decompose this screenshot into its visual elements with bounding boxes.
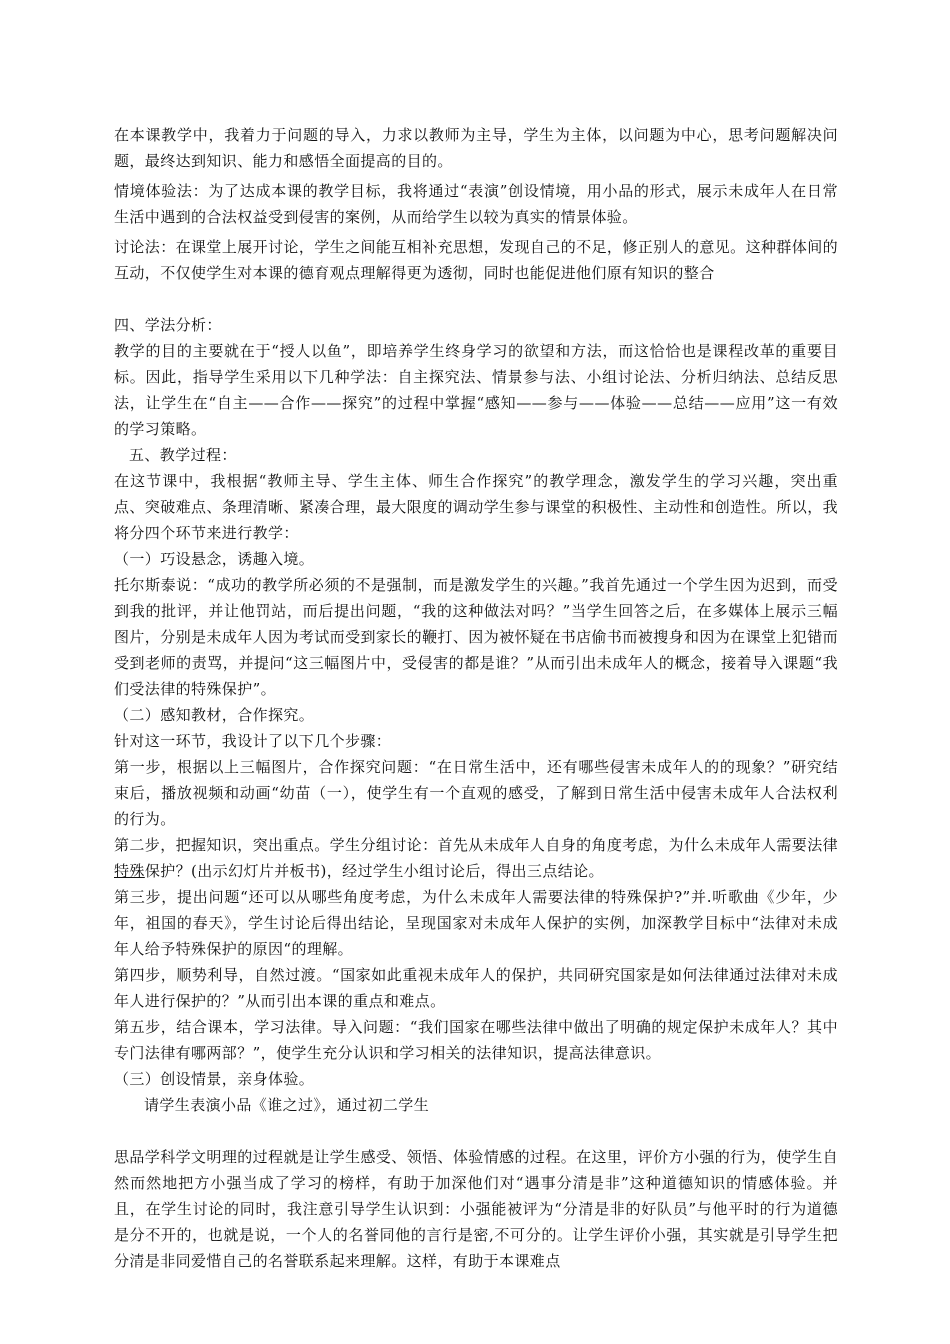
heading-teaching-process: 五、教学过程： — [129, 446, 237, 464]
document-page — [114, 122, 838, 1274]
paragraph-step-one: 第一步，根据以上三幅图片，合作探究问题：“在日常生活中，还有哪些侵害未成年人的的现象？”研究结束后，播放视频和动画“幼苗（一），使学生有一个直观的感受，了解到日常生活中侵害未成年人合法权利的行为。 — [114, 758, 838, 828]
spacer — [114, 286, 838, 312]
paragraph-step-three: 第三步，提出问题“还可以从哪些角度考虑，为什么未成年人需要法律的特殊保护?”并.听歌曲《少年，少年，祖国的春天》，学生讨论后得出结论，呈现国家对未成年人保护的实例，加深教学目标中“法律对未成年人给予特殊保护的原因“的理解。 — [114, 888, 838, 958]
section-three-heading: （三）创设情景，亲身体验。 — [114, 1070, 315, 1088]
paragraph-skit: 请学生表演小品《谁之过》，通过初二学生 — [144, 1096, 430, 1114]
section-two-heading: （二）感知教材，合作探究。 — [114, 706, 315, 724]
paragraph-step-four: 第四步，顺势利导，自然过渡。“国家如此重视未成年人的保护，共同研究国家是如何法律通过法律对未成年人进行保护的？”从而引出本课的重点和难点。 — [114, 966, 838, 1010]
paragraph-step-two — [114, 832, 838, 884]
paragraph-discussion-method: 讨论法：在课堂上展开讨论，学生之间能互相补充思想，发现自己的不足，修正别人的意见。这种群体间的互动，不仅使学生对本课的德育观点理解得更为透彻，同时也能促进他们原有知识的整合 — [114, 238, 838, 282]
heading-learning-analysis: 四、学法分析： — [114, 316, 222, 334]
paragraph-teaching-process: 在这节课中，我根据“教师主导、学生主体、师生合作探究”的教学理念，激发学生的学习兴趣，突出重点、突破难点、条理清晰、紧凑合理，最大限度的调动学生参与课堂的积极性、主动性和创造性。所以，我将分四个环节来进行教学： — [114, 472, 838, 542]
paragraph-steps-intro: 针对这一环节，我设计了以下几个步骤： — [114, 732, 392, 750]
paragraph-step-five: 第五步，结合课本，学习法律。导入问题：“我们国家在哪些法律中做出了明确的规定保护未成年人？其中专门法律有哪两部？”，使学生充分认识和学习相关的法律知识，提高法律意识。 — [114, 1018, 838, 1062]
step-two-text-c: 保护？(出示幻灯片并板书)，经过学生小组讨论后，得出三点结论。 — [144, 862, 604, 880]
section-one-heading: （一）巧设悬念，诱趣入境。 — [114, 550, 315, 568]
step-two-underlined: 特殊 — [114, 862, 145, 880]
paragraph-learning-analysis: 教学的目的主要就在于“授人以鱼”，即培养学生终身学习的欲望和方法，而这恰恰也是课程改革的重要目标。因此，指导学生采用以下几种学法：自主探究法、情景参与法、小组讨论法、分析归纳法、总结反思法，让学生在“自主——合作——探究”的过程中掌握“感知——参与——体验——总结——应用”这一有效的学习策略。 — [114, 342, 838, 438]
paragraph-evaluation: 思品学科学文明理的过程就是让学生感受、领悟、体验情感的过程。在这里，评价方小强的行为，使学生自然而然地把方小强当成了学习的榜样，有助于加深他们对“遇事分清是非”这种道德知识的情感体验。并且，在学生讨论的同时，我注意引导学生认识到：小强能被评为“分清是非的好队员”与他平时的行为道德是分不开的，也就是说，一个人的名誉同他的言行是密,不可分的。让学生评价小强，其实就是引导学生把分清是非同爱惜自己的名誉联系起来理解。这样，有助于本课难点 — [114, 1148, 838, 1270]
paragraph-teaching-approach: 在本课教学中，我着力于问题的导入，力求以教师为主导，学生为主体，以问题为中心，思考问题解决问题，最终达到知识、能力和感悟全面提高的目的。 — [114, 126, 838, 170]
paragraph-section-one: 托尔斯泰说：“成功的教学所必须的不是强制，而是激发学生的兴趣。”我首先通过一个学生因为迟到，而受到我的批评，并让他罚站，而后提出问题，“我的这种做法对吗？”当学生回答之后，在多媒体上展示三幅图片，分别是未成年人因为考试而受到家长的鞭打、因为被怀疑在书店偷书而被搜身和因为在课堂上犯错而受到老师的责骂，并提问“这三幅图片中，受侵害的都是谁？”从而引出未成年人的概念，接着导入课题“我们受法律的特殊保护”。 — [114, 576, 838, 698]
step-two-text-a: 第二步，把握知识，突出重点。学生分组讨论：首先从未成年人自身的角度考虑，为什么未成年人需要法律 — [114, 836, 838, 854]
spacer — [114, 1118, 838, 1144]
paragraph-situational-method: 情境体验法：为了达成本课的教学目标，我将通过“表演”创设情境，用小品的形式，展示未成年人在日常生活中遇到的合法权益受到侵害的案例，从而给学生以较为真实的情景体验。 — [114, 182, 838, 226]
